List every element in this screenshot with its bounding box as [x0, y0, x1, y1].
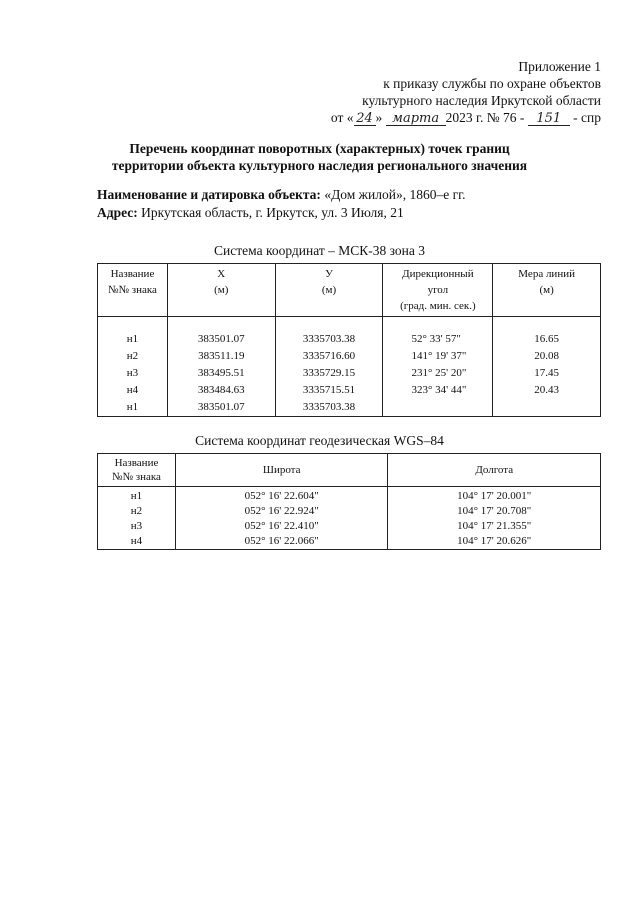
header-x: X (м)	[167, 264, 275, 317]
handwritten-day: 24	[354, 112, 376, 126]
longitude: 104° 17' 20.001"	[388, 487, 601, 505]
line-length: 16.65	[493, 331, 601, 348]
header-latitude: Широта	[175, 454, 388, 487]
header-point-name: Название №№ знака	[98, 454, 176, 487]
coord-x: 383484.63	[167, 382, 275, 399]
year-text: 2023 г. № 76 -	[445, 110, 525, 125]
table1-caption: Система координат – МСК-38 зона 3	[214, 243, 425, 258]
direction-angle: 231° 25' 20"	[383, 365, 493, 382]
line-length	[493, 399, 601, 417]
object-address-row	[97, 204, 466, 222]
direction-angle	[383, 399, 493, 417]
point-name: н2	[98, 504, 176, 519]
coord-x: 383495.51	[167, 365, 275, 382]
header-longitude: Долгота	[388, 454, 601, 487]
point-name: н4	[98, 534, 176, 550]
point-name: н4	[98, 382, 168, 399]
title-line-1: Перечень координат поворотных (характерных) точек границ	[129, 141, 510, 156]
object-name-value: «Дом жилой», 1860–е гг.	[324, 187, 466, 202]
date-mid: »	[375, 110, 386, 125]
direction-angle: 52° 33' 57"	[383, 331, 493, 348]
table-row	[98, 382, 601, 399]
latitude: 052° 16' 22.924"	[175, 504, 388, 519]
point-name: н2	[98, 348, 168, 365]
point-name: н3	[98, 519, 176, 534]
object-address-value: Иркутская область, г. Иркутск, ул. 3 Июля, 21	[141, 205, 404, 220]
point-name: н1	[98, 399, 168, 417]
line-length: 20.08	[493, 348, 601, 365]
table-row	[98, 331, 601, 348]
longitude: 104° 17' 20.626"	[388, 534, 601, 550]
appendix-agency-line: культурного наследия Иркутской области	[362, 93, 601, 108]
table2-caption: Система координат геодезическая WGS–84	[195, 433, 444, 448]
order-suffix: - спр	[573, 110, 601, 125]
direction-angle: 323° 34' 44"	[383, 382, 493, 399]
coord-x: 383511.19	[167, 348, 275, 365]
object-name-label: Наименование и датировка объекта:	[97, 187, 321, 202]
appendix-title: Приложение 1	[518, 59, 601, 74]
table-row	[98, 534, 601, 550]
coord-y: 3335715.51	[275, 382, 383, 399]
point-name: н1	[98, 331, 168, 348]
coord-x: 383501.07	[167, 331, 275, 348]
coord-y: 3335703.38	[275, 331, 383, 348]
table-row	[98, 504, 601, 519]
point-name: н3	[98, 365, 168, 382]
document-title	[0, 140, 639, 174]
point-name: н1	[98, 487, 176, 505]
coord-y: 3335716.60	[275, 348, 383, 365]
table-row	[98, 519, 601, 534]
table-row	[98, 399, 601, 417]
date-prefix: от «	[330, 110, 354, 125]
table-row	[98, 487, 601, 505]
object-address-label: Адрес:	[97, 205, 138, 220]
object-info	[97, 186, 466, 222]
table-spacer-row	[98, 317, 601, 332]
table1-header-row	[98, 264, 601, 317]
coord-x: 383501.07	[167, 399, 275, 417]
coord-y: 3335703.38	[275, 399, 383, 417]
wgs84-coordinates-table	[97, 453, 601, 550]
longitude: 104° 17' 21.355"	[388, 519, 601, 534]
appendix-order-line: к приказу службы по охране объектов	[383, 76, 601, 91]
line-length: 17.45	[493, 365, 601, 382]
title-line-2: территории объекта культурного наследия регионального значения	[111, 158, 528, 173]
latitude: 052° 16' 22.604"	[175, 487, 388, 505]
longitude: 104° 17' 20.708"	[388, 504, 601, 519]
table2-header-row	[98, 454, 601, 487]
latitude: 052° 16' 22.410"	[175, 519, 388, 534]
header-line-length: Мера линий (м)	[493, 264, 601, 317]
header-point-name: Название №№ знака	[98, 264, 168, 317]
line-length: 20.43	[493, 382, 601, 399]
handwritten-month: марта	[386, 112, 446, 126]
coord-y: 3335729.15	[275, 365, 383, 382]
header-direction-angle: Дирекционный угол (град. мин. сек.)	[383, 264, 493, 317]
latitude: 052° 16' 22.066"	[175, 534, 388, 550]
header-y: У (м)	[275, 264, 383, 317]
table-row	[98, 348, 601, 365]
table-row	[98, 365, 601, 382]
appendix-date-line	[331, 109, 601, 126]
msk38-coordinates-table	[97, 263, 601, 417]
object-name-row	[97, 186, 466, 204]
appendix-header	[331, 58, 601, 126]
handwritten-number: 151	[528, 112, 570, 126]
direction-angle: 141° 19' 37"	[383, 348, 493, 365]
